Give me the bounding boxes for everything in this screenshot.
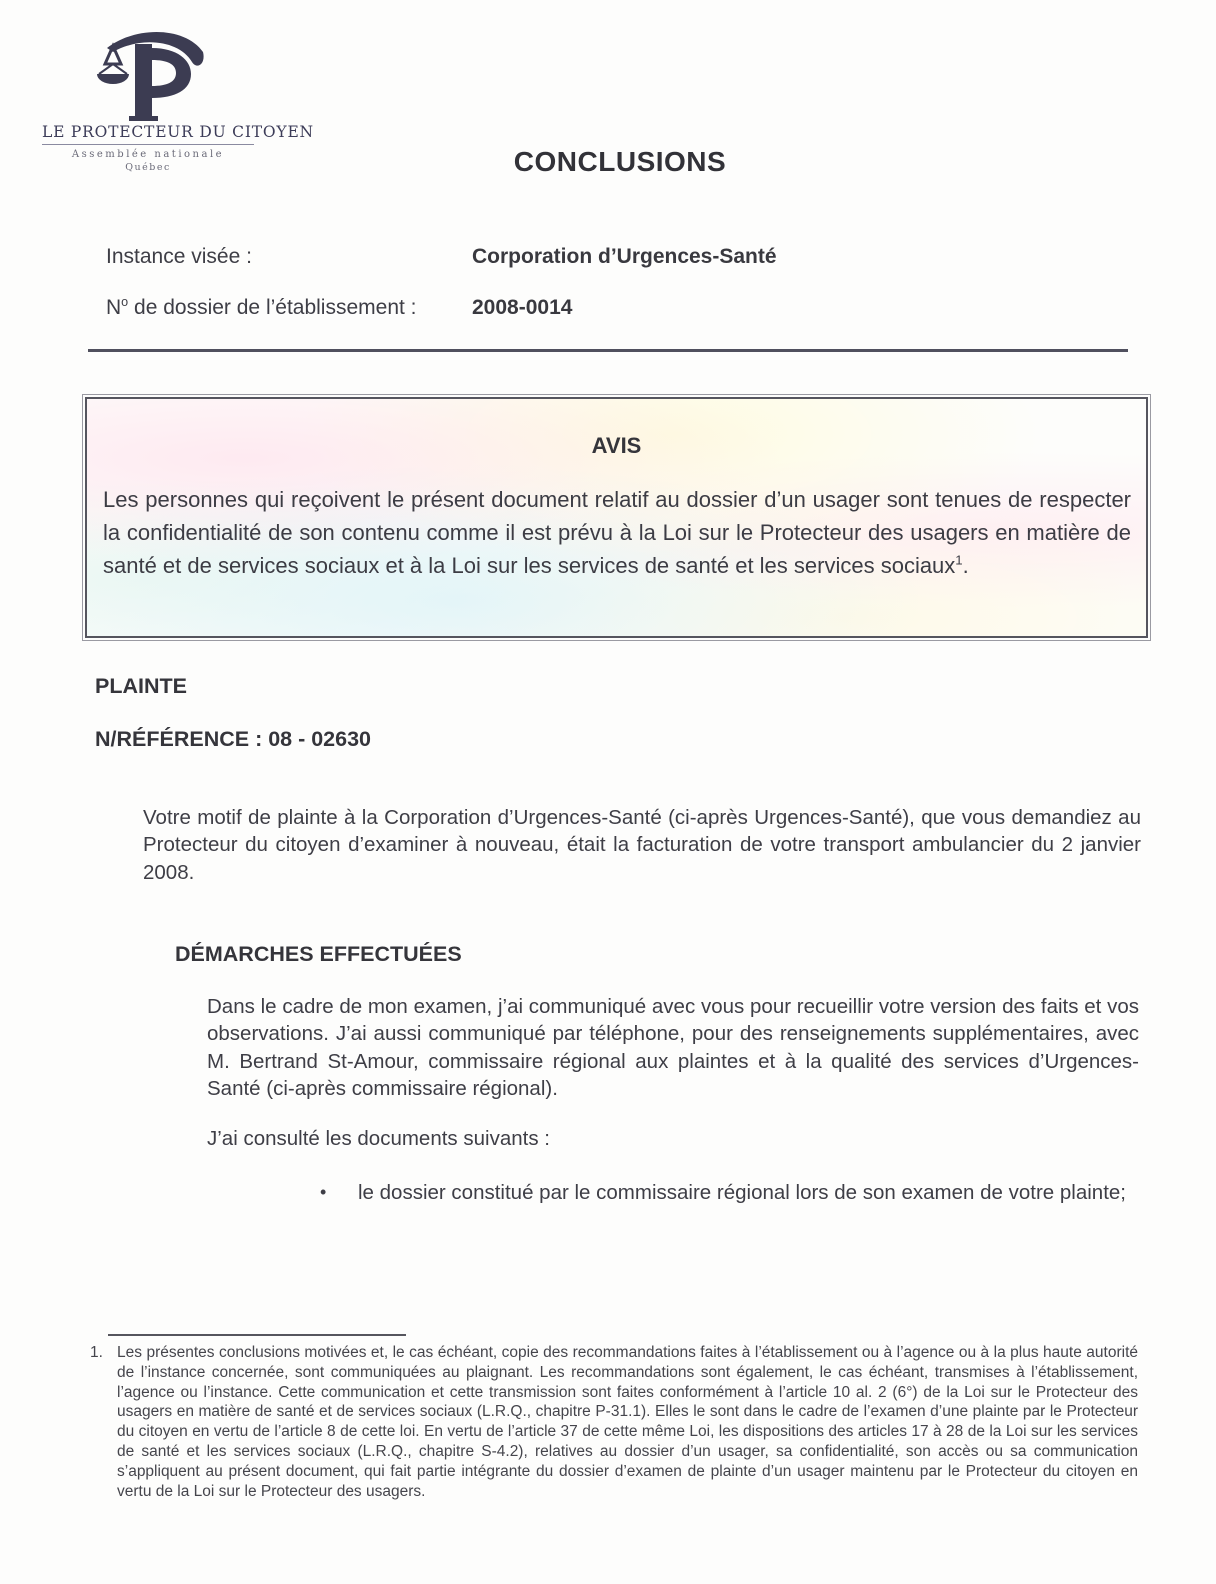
- demarches-heading: DÉMARCHES EFFECTUÉES: [175, 942, 462, 966]
- bullet-icon: •: [320, 1182, 327, 1202]
- org-subtitle-1: Assemblée nationale: [71, 149, 225, 160]
- documents-intro: J’ai consulté les documents suivants :: [207, 1127, 550, 1150]
- dossier-label: $N^o$ de dossier de l’établissement :: [106, 295, 417, 319]
- header-divider: [88, 349, 1128, 352]
- footnote-divider: [108, 1334, 406, 1336]
- meta-row-dossier: [106, 296, 1146, 320]
- footnote-text: Les présentes conclusions motivées et, le cas échéant, copie des recommandations faites à l’établissement ou à l’agence ou à la plus haute autorité de l’instance concernée, sont communiquées au plaignant. Les recommandations sont également, le cas échéant, transmises à l’établissement, l’agence ou l’instance. Cette communication et cette transmission sont faites conformément à l’article 10 al. 2 (6°) de la Loi sur le Protecteur des usagers en matière de santé et de services sociaux (L.R.Q., chapitre P-31.1). Elles le sont dans le cadre de l’examen d’une plainte par le Protecteur du citoyen en vertu de l’article 8 de cette loi. En vertu de l’article 37 de cette même Loi, les dispositions des articles 17 à 28 de la Loi sur les services de santé et les services sociaux (L.R.Q., chapitre S-4.2), relatives au dossier d’un usager, sa confidentialité, son accès ou sa communication s’appliquent au présent document, qui fait partie intégrante du dossier d’examen de plainte d’un usager maintenu par le Protecteur du citoyen en vertu de la Loi sur le Protecteur des usagers.: [117, 1344, 1138, 1500]
- org-subtitle-2: Québec: [125, 162, 171, 173]
- page-title: CONCLUSIONS: [513, 146, 727, 177]
- instance-label: Instance visée :: [106, 245, 252, 268]
- avis-body: Les personnes qui reçoivent le présent document relatif au dossier d’un usager sont tenues de respecter la confidentialité de son contenu comme il est prévu à la Loi sur le Protecteur des usagers en matière de santé et de services sociaux et à la Loi sur les services de santé et les services sociaux$^1$.: [103, 487, 1131, 578]
- plainte-heading: PLAINTE: [95, 674, 187, 698]
- instance-value: Corporation d’Urgences-Santé: [472, 245, 777, 268]
- demarches-paragraph: Dans le cadre de mon examen, j’ai communiqué avec vous pour recueillir votre version des faits et vos observations. J’ai aussi communiqué par téléphone, pour des renseignements supplémentaires, avec M. Bertrand St-Amour, commissaire régional aux plaintes et à la qualité des services d’Urgences-Santé (ci-après commissaire régional).: [207, 995, 1139, 1101]
- org-name: LE PROTECTEUR DU CITOYEN: [42, 123, 254, 145]
- plainte-paragraph: Votre motif de plainte à la Corporation d’Urgences-Santé (ci-après Urgences-Santé), que vous demandiez au Protecteur du citoyen d’examiner à nouveau, était la facturation de votre transport ambulancier du 2 janvier 2008.: [143, 806, 1141, 884]
- avis-title: AVIS: [591, 433, 642, 458]
- list-item: [320, 1179, 1142, 1206]
- scales-of-justice-icon: [73, 18, 223, 123]
- footnote-reference-mark: 1: [955, 552, 963, 568]
- avis-notice-box: [85, 397, 1148, 638]
- footnote: [90, 1343, 1138, 1502]
- footnote-number: 1.: [90, 1344, 103, 1361]
- list-item-text: le dossier constitué par le commissaire régional lors de son examen de votre plainte;: [358, 1181, 1126, 1204]
- reference-heading: N/RÉFÉRENCE : 08 - 02630: [95, 727, 372, 751]
- dossier-value: 2008-0014: [472, 296, 573, 319]
- meta-row-instance: [106, 245, 1146, 269]
